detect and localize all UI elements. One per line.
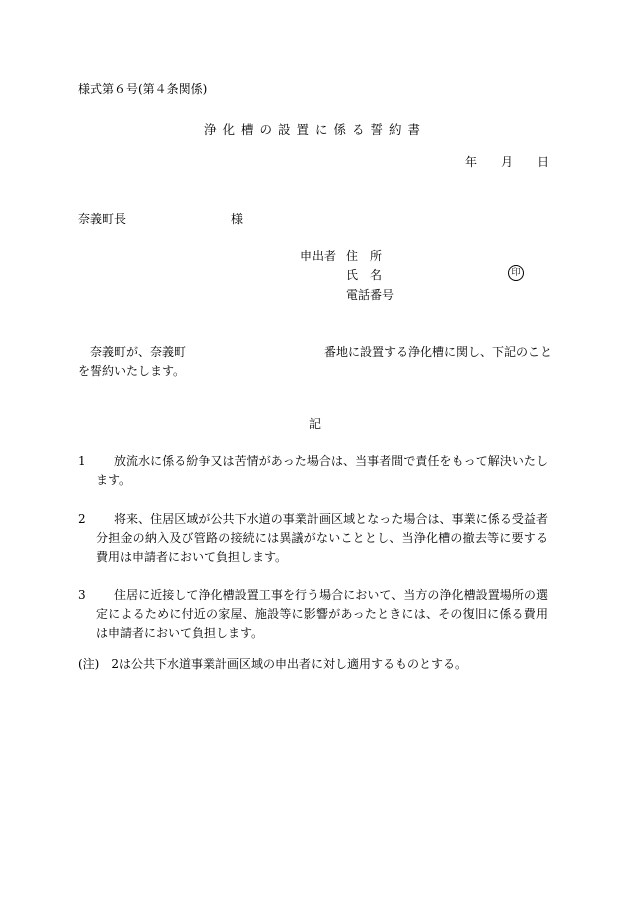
address-label: 住 所 xyxy=(346,249,383,263)
name-label: 氏 名 xyxy=(346,268,383,282)
list-item xyxy=(78,452,548,490)
list-item xyxy=(78,510,548,567)
addressee-mayor: 奈義町長 xyxy=(78,212,127,226)
seal-mark: 印 xyxy=(508,265,524,281)
form-number: 様式第６号(第４条関係) xyxy=(78,82,208,96)
item-text: 放流水に係る紛争又は苦情があった場合は、当事者間で責任をもって解決いたします。 xyxy=(96,454,548,487)
pledge-body-part2: 番地に設置する浄化槽に関し、下記のこと xyxy=(324,345,553,359)
ki-heading: 記 xyxy=(308,417,321,431)
item-number: 2 xyxy=(78,512,86,526)
item-text: 住居に近接して浄化槽設置工事を行う場合において、当方の浄化槽設置場所の選定によるために付近の家屋、施設等に影響があったときには、その復旧に係る費用は申請者において負担します。 xyxy=(96,588,548,640)
document-title: 浄化槽の設置に係る誓約書 xyxy=(203,122,426,137)
date-day-label: 日 xyxy=(537,155,550,169)
item-number: 1 xyxy=(78,454,86,468)
phone-label: 電話番号 xyxy=(346,288,395,302)
pledge-body-part1: 奈義町が、奈義町 xyxy=(90,345,187,359)
pledge-body-part3: を誓約いたします。 xyxy=(78,364,186,378)
list-item xyxy=(78,586,548,643)
item-number: 3 xyxy=(78,588,86,602)
date-year-label: 年 xyxy=(465,155,478,169)
pledge-body xyxy=(78,343,553,381)
applicant-label: 申出者 xyxy=(300,249,337,263)
footnote: (注) 2は公共下水道事業計画区域の申出者に対し適用するものとする。 xyxy=(78,657,468,671)
date-month-label: 月 xyxy=(501,155,514,169)
addressee-honorific: 様 xyxy=(231,212,244,226)
item-text: 将来、住居区域が公共下水道の事業計画区域となった場合は、事業に係る受益者分担金の納入及び管路の接続には異議がないこととし、当浄化槽の撤去等に要する費用は申請者において負担します。 xyxy=(96,512,548,564)
